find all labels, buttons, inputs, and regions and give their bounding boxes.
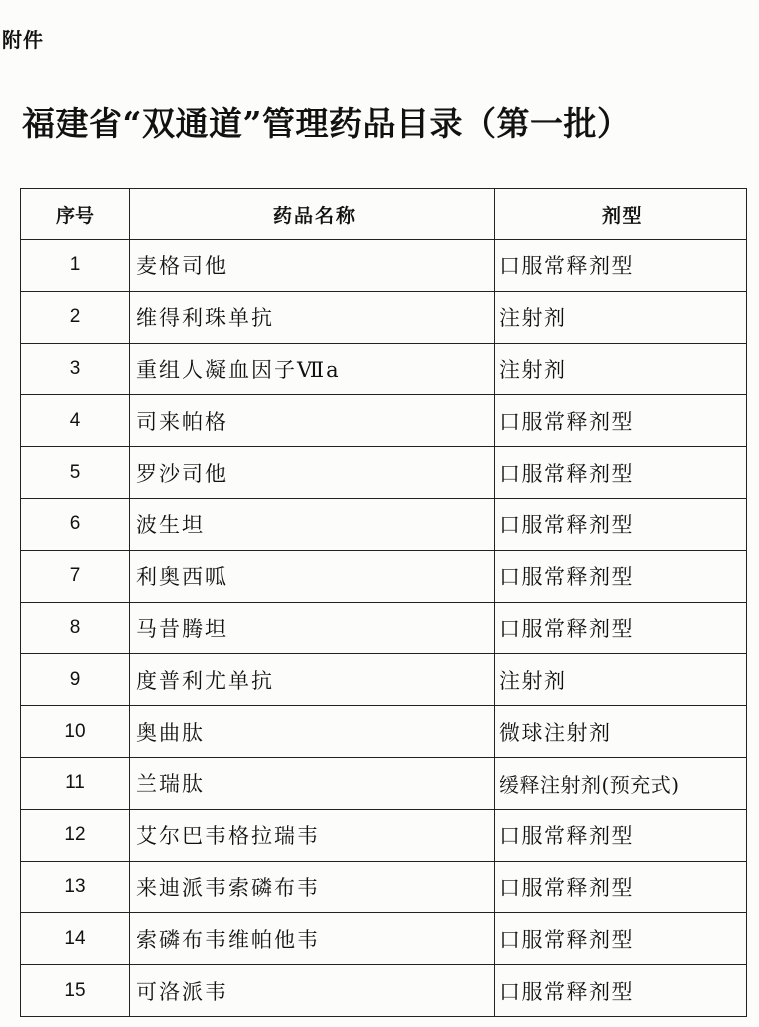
row-drug-name: 艾尔巴韦格拉瑞韦 <box>130 809 495 861</box>
row-drug-name: 维得利珠单抗 <box>130 291 495 343</box>
row-drug-name: 兰瑞肽 <box>130 757 495 809</box>
table-row <box>21 291 747 343</box>
header-dosage-form: 剂型 <box>495 189 747 240</box>
table-row <box>21 343 747 395</box>
row-seq: 14 <box>21 913 130 965</box>
row-seq: 15 <box>21 965 130 1017</box>
table-row <box>21 240 747 292</box>
row-seq: 11 <box>21 757 130 809</box>
row-seq: 3 <box>21 343 130 395</box>
table-header-row <box>21 189 747 240</box>
row-drug-name: 索磷布韦维帕他韦 <box>130 913 495 965</box>
row-seq: 12 <box>21 809 130 861</box>
row-dosage-form: 口服常释剂型 <box>495 602 747 654</box>
row-drug-name: 奥曲肽 <box>130 706 495 758</box>
row-drug-name: 马昔腾坦 <box>130 602 495 654</box>
table-row <box>21 706 747 758</box>
row-drug-name: 重组人凝血因子Ⅶa <box>130 343 495 395</box>
row-drug-name: 波生坦 <box>130 498 495 550</box>
row-dosage-form: 口服常释剂型 <box>495 861 747 913</box>
drug-list-table <box>20 188 747 1017</box>
table-row <box>21 602 747 654</box>
table-row <box>21 809 747 861</box>
row-dosage-form: 口服常释剂型 <box>495 913 747 965</box>
row-drug-name: 度普利尤单抗 <box>130 654 495 706</box>
row-seq: 1 <box>21 240 130 292</box>
table-row <box>21 654 747 706</box>
row-dosage-form: 注射剂 <box>495 654 747 706</box>
table-row <box>21 913 747 965</box>
table-row <box>21 757 747 809</box>
row-dosage-form: 口服常释剂型 <box>495 809 747 861</box>
row-seq: 10 <box>21 706 130 758</box>
document-title: 福建省“双通道”管理药品目录（第一批） <box>22 104 631 143</box>
row-dosage-form: 口服常释剂型 <box>495 240 747 292</box>
table-row <box>21 550 747 602</box>
row-drug-name: 司来帕格 <box>130 395 495 447</box>
row-dosage-form: 口服常释剂型 <box>495 965 747 1017</box>
row-drug-name: 麦格司他 <box>130 240 495 292</box>
row-dosage-form: 口服常释剂型 <box>495 498 747 550</box>
row-seq: 4 <box>21 395 130 447</box>
header-drug-name: 药品名称 <box>130 189 495 240</box>
row-seq: 7 <box>21 550 130 602</box>
row-dosage-form: 缓释注射剂(预充式) <box>495 757 747 809</box>
row-drug-name: 利奥西呱 <box>130 550 495 602</box>
attachment-label: 附件 <box>2 28 44 52</box>
row-dosage-form: 注射剂 <box>495 291 747 343</box>
table-row <box>21 447 747 499</box>
row-drug-name: 罗沙司他 <box>130 447 495 499</box>
row-dosage-form: 口服常释剂型 <box>495 395 747 447</box>
table-row <box>21 395 747 447</box>
row-dosage-form: 口服常释剂型 <box>495 447 747 499</box>
table-row <box>21 498 747 550</box>
table-row <box>21 861 747 913</box>
row-dosage-form: 微球注射剂 <box>495 706 747 758</box>
row-drug-name: 可洛派韦 <box>130 965 495 1017</box>
row-seq: 8 <box>21 602 130 654</box>
row-dosage-form: 注射剂 <box>495 343 747 395</box>
row-seq: 6 <box>21 498 130 550</box>
table-row <box>21 965 747 1017</box>
row-seq: 2 <box>21 291 130 343</box>
row-seq: 9 <box>21 654 130 706</box>
row-seq: 5 <box>21 447 130 499</box>
row-seq: 13 <box>21 861 130 913</box>
header-seq: 序号 <box>21 189 130 240</box>
row-dosage-form: 口服常释剂型 <box>495 550 747 602</box>
row-drug-name: 来迪派韦索磷布韦 <box>130 861 495 913</box>
